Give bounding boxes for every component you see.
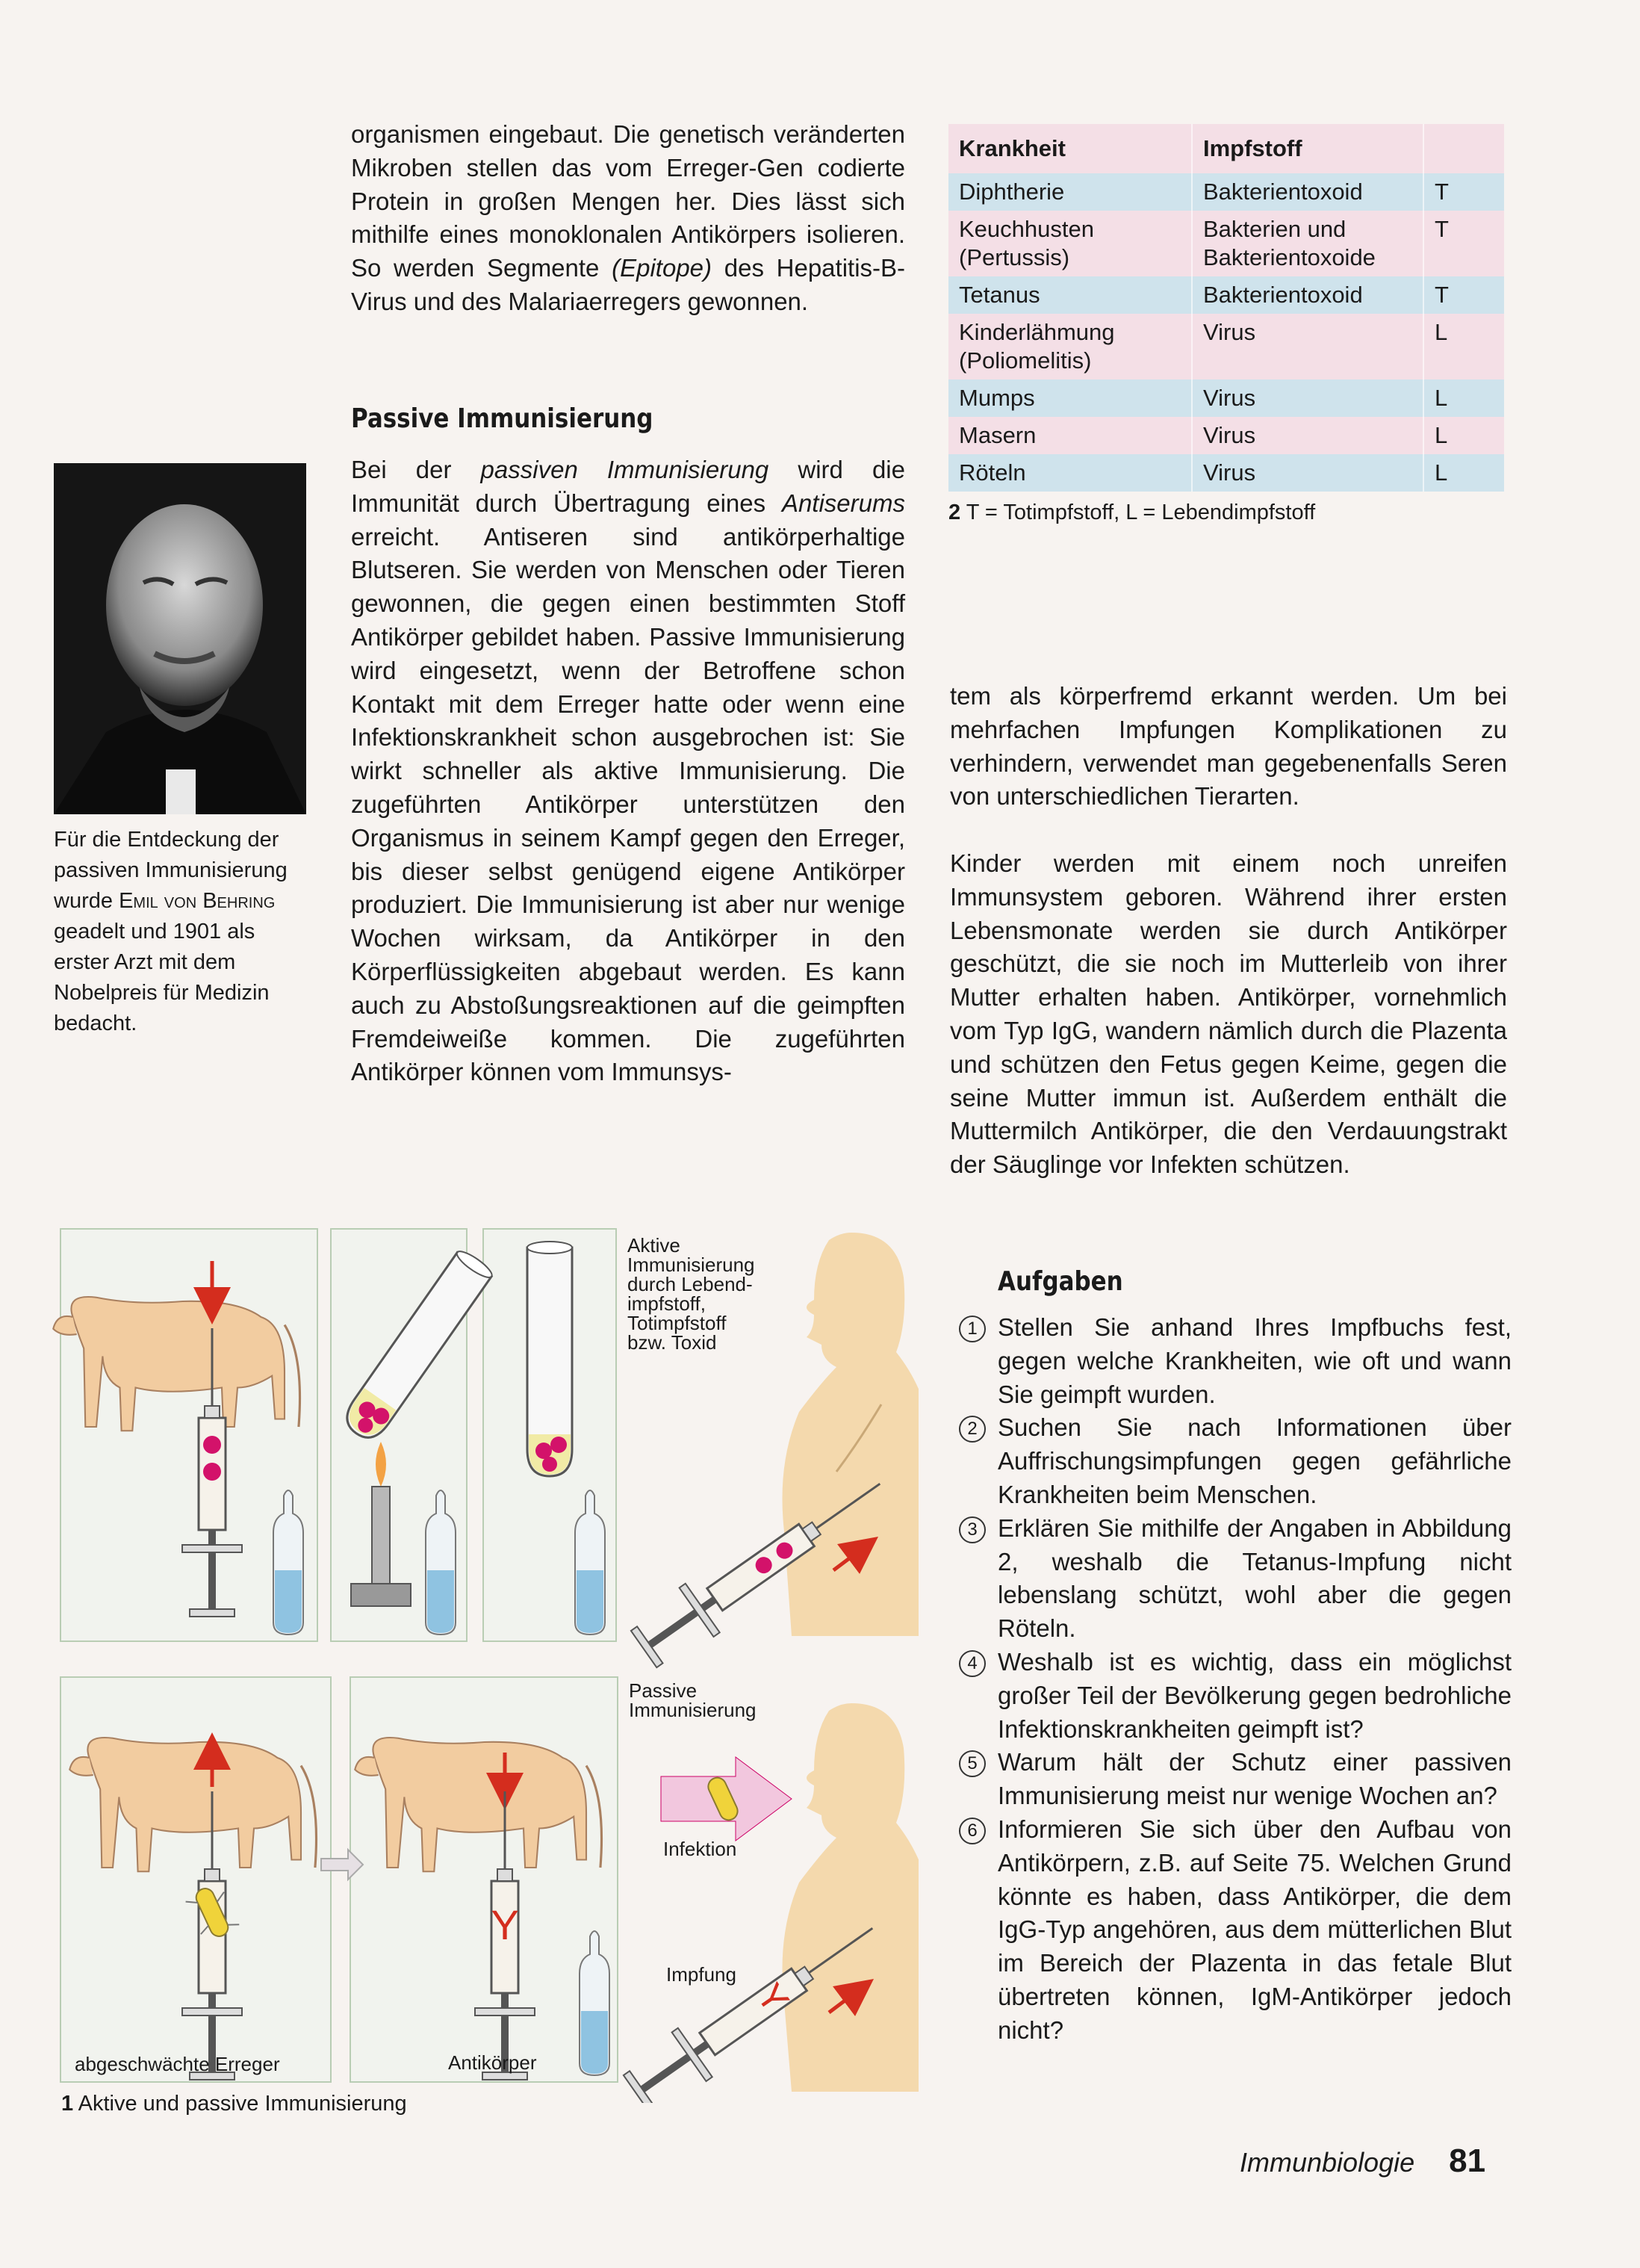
table-cell: Virus — [1192, 454, 1423, 492]
antibody-icon: Y — [748, 1975, 798, 2021]
label-line: Totimpfstoff — [627, 1312, 727, 1334]
human-figure-passive — [783, 1703, 919, 2092]
table-cell: T — [1423, 211, 1504, 276]
task-number: 1 — [959, 1316, 986, 1342]
passive-paragraph — [351, 453, 905, 1089]
bunsen-burner-icon — [351, 1442, 411, 1606]
task-number: 4 — [959, 1650, 986, 1677]
task-text: Weshalb ist es wichtig, dass ein möglichst großer Teil der Bevölkerung gegen bedrohliche Infektionskrankheiten geimpft ist? — [998, 1647, 1512, 1743]
label-weakened-pathogens: abgeschwächte Erreger — [75, 2053, 280, 2075]
label-active-immunisation — [627, 1236, 755, 1352]
task-item — [953, 1311, 1512, 1411]
pathogen-dot-icon — [203, 1436, 221, 1454]
figure-caption-text: Aktive und passive Immunisierung — [78, 2092, 407, 2116]
task-text: Informieren Sie sich über den Aufbau von Antikörpern, z.B. auf Seite 75. Welchen Grund könnte es haben, dass Antikörper, die dem IgG-Typ angehören, aus dem mütterlichen Blut im Bereich der Plazenta in das fetale Blut übertreten können, IgM-Antikörper jedoch nicht? — [998, 1815, 1512, 2044]
task-text: Warum hält der Schutz einer passiven Immunisierung meist nur wenige Wochen an? — [998, 1748, 1512, 1810]
table-cell: T — [1423, 173, 1504, 211]
human-figure-active — [783, 1233, 919, 1636]
antibody-icon: Y — [491, 1901, 519, 1948]
heading-passive-immunisation: Passive Immunisierung — [351, 403, 653, 434]
portrait-caption-text-end: geadelt und 1901 als erster Arzt mit dem Nobelpreis für Medizin bedacht. — [54, 920, 270, 1035]
table-header-type — [1423, 124, 1504, 173]
table-cell: Virus — [1192, 314, 1423, 379]
infection-arrow-icon — [661, 1757, 792, 1841]
table-cell: L — [1423, 417, 1504, 454]
table-cell: T — [1423, 276, 1504, 314]
label-line: Immunisierung — [629, 1699, 757, 1721]
table-row — [948, 454, 1504, 492]
task-number: 2 — [959, 1416, 986, 1443]
label-line: durch Lebend- — [627, 1273, 753, 1295]
label-line: Passive — [629, 1679, 698, 1702]
intro-text-emphasis: (Epitope) — [612, 254, 712, 282]
table-cell: Kinderlähmung (Poliomelitis) — [948, 314, 1192, 379]
label-line: impfstoff, — [627, 1292, 706, 1315]
portrait-photo — [54, 463, 306, 814]
label-passive-immunisation — [629, 1681, 757, 1720]
vaccine-table-box — [948, 124, 1504, 525]
table-caption-number: 2 — [948, 501, 961, 524]
arrow-right-icon — [321, 1850, 363, 1880]
right-paragraph-1: tem als körperfremd erkannt werden. Um bei mehrfachen Impfungen Komplikationen zu verhindern, verwendet man gegebenenfalls Seren von unterschiedlichen Tierarten. — [950, 682, 1507, 811]
table-row — [948, 379, 1504, 417]
task-item — [953, 1646, 1512, 1746]
table-cell: Keuchhusten (Pertussis) — [948, 211, 1192, 276]
passive-text-1: Bei der — [351, 456, 452, 483]
task-text: Erklären Sie mithilfe der Angaben in Abbildung 2, weshalb die Tetanus-Impfung nicht lebenslang schützt, wohl aber die gegen Röteln. — [998, 1513, 1512, 1643]
table-caption-text: T = Totimpfstoff, L = Lebendimpfstoff — [966, 501, 1316, 524]
task-item — [953, 1813, 1512, 2048]
page-footer — [1240, 2142, 1485, 2180]
portrait-caption-text: Für die Entdeckung der passiven Immunisierung wurde — [54, 828, 288, 913]
table-header-disease: Krankheit — [948, 124, 1192, 173]
passive-text-3: erreicht. Antiseren sind antikörperhaltige Blutseren. Sie werden von Menschen oder Tieren gewonnen, die gegen einen bestimmten Stoff Antikörper gebildet haben. Passive Immunisierung wird eingesetzt, wenn der Betroffene schon Kontakt mit dem Erreger hatte oder wenn eine Infektionskrankheit schon ausgebrochen ist: Sie wirkt schneller als aktive Immunisierung. Die zugeführten Antikörper unterstützen den Organismus in seinem Kampf gegen den Erreger, bis dieser selbst genügend eigene Antikörper produziert. Die Immunisierung ist aber nur wenige Wochen wirksam, da Antikörper in den Körperflüssigkeiten abgebaut werden. Es kann auch zu Abstoßungsreaktionen auf die geimpften Fremdeiweiße kommen. Die zugeführten Antikörper können vom Immunsys- — [351, 522, 905, 1086]
table-cell: L — [1423, 314, 1504, 379]
portrait-caption — [54, 825, 308, 1039]
table-cell: Bakterien und Bakterientoxoide — [1192, 211, 1423, 276]
passive-text-em-1: passiven Immunisierung — [480, 456, 769, 483]
intro-text: organismen eingebaut. Die genetisch veränderten Mikroben stellen das vom Erreger-Gen codierte Protein in großen Mengen her. Dies lässt sich mithilfe eines monoklonalen Antikörpers isolieren. So werden Segmente — [351, 120, 905, 282]
page-number: 81 — [1449, 2142, 1486, 2179]
right-paragraph-2: Kinder werden mit einem noch unreifen Immunsystem geboren. Während ihrer ersten Lebensmonate werden sie durch Antikörper geschützt, die sie noch im Mutterleib von ihrer Mutter erhalten haben. Antikörper, vornehmlich vom Typ IgG, wandern nämlich durch die Plazenta und schützen den Fetus gegen Keime, gegen die seine Mutter immun ist. Außerdem enthält die Muttermilch Antikörper, die den Verdauungstrakt der Säuglinge vor Infekten schützen. — [950, 849, 1507, 1179]
label-line: bzw. Toxid — [627, 1331, 717, 1354]
heading-tasks: Aufgaben — [998, 1266, 1123, 1297]
figure-illustration — [52, 1218, 919, 2103]
label-line: Immunisierung — [627, 1254, 755, 1276]
table-cell: Mumps — [948, 379, 1192, 417]
footer-section: Immunbiologie — [1240, 2147, 1415, 2178]
label-vaccination: Impfung — [666, 1963, 736, 1986]
task-number: 6 — [959, 1818, 986, 1844]
table-header-vaccine: Impfstoff — [1192, 124, 1423, 173]
table-cell: Röteln — [948, 454, 1192, 492]
tasks-list-box — [953, 1311, 1512, 2048]
label-line: Aktive — [627, 1234, 680, 1257]
label-antibodies: Antikörper — [448, 2051, 537, 2074]
table-cell: Virus — [1192, 417, 1423, 454]
table-cell: Virus — [1192, 379, 1423, 417]
table-row — [948, 314, 1504, 379]
table-cell: Masern — [948, 417, 1192, 454]
tasks-list — [953, 1311, 1512, 2048]
table-header-row — [948, 124, 1504, 173]
figure-caption-number: 1 — [61, 2092, 74, 2116]
vaccine-table — [948, 124, 1504, 492]
table-cell: L — [1423, 454, 1504, 492]
table-cell: Tetanus — [948, 276, 1192, 314]
label-infection: Infektion — [663, 1838, 737, 1860]
table-row — [948, 417, 1504, 454]
table-row — [948, 276, 1504, 314]
passive-text-em-2: Antiserums — [781, 489, 905, 517]
table-cell: L — [1423, 379, 1504, 417]
task-number: 3 — [959, 1516, 986, 1543]
intro-text-end: des Hepatitis-B-Virus und des Malariaerregers gewonnen. — [351, 254, 906, 315]
table-cell: Bakterientoxoid — [1192, 276, 1423, 314]
table-caption — [948, 501, 1504, 525]
task-text: Suchen Sie nach Informationen über Auffrischungsimpfungen gegen gefährliche Krankheiten beim Menschen. — [998, 1413, 1512, 1508]
intro-paragraph — [351, 118, 905, 319]
task-text: Stellen Sie anhand Ihres Impfbuchs fest, gegen welche Krankheiten, wie oft und wann Sie geimpft wurden. — [998, 1313, 1512, 1408]
table-cell: Bakterientoxoid — [1192, 173, 1423, 211]
passive-text-2: wird die Immunität durch Übertragung eines — [351, 456, 905, 517]
task-item — [953, 1411, 1512, 1511]
portrait-caption-name: Emil von Behring — [119, 889, 276, 913]
table-row — [948, 173, 1504, 211]
table-row — [948, 211, 1504, 276]
task-number: 5 — [959, 1750, 986, 1777]
table-cell: Diphtherie — [948, 173, 1192, 211]
figure-caption — [61, 2089, 407, 2119]
task-item — [953, 1746, 1512, 1813]
immunisation-figure — [52, 1218, 919, 2103]
task-item — [953, 1512, 1512, 1646]
